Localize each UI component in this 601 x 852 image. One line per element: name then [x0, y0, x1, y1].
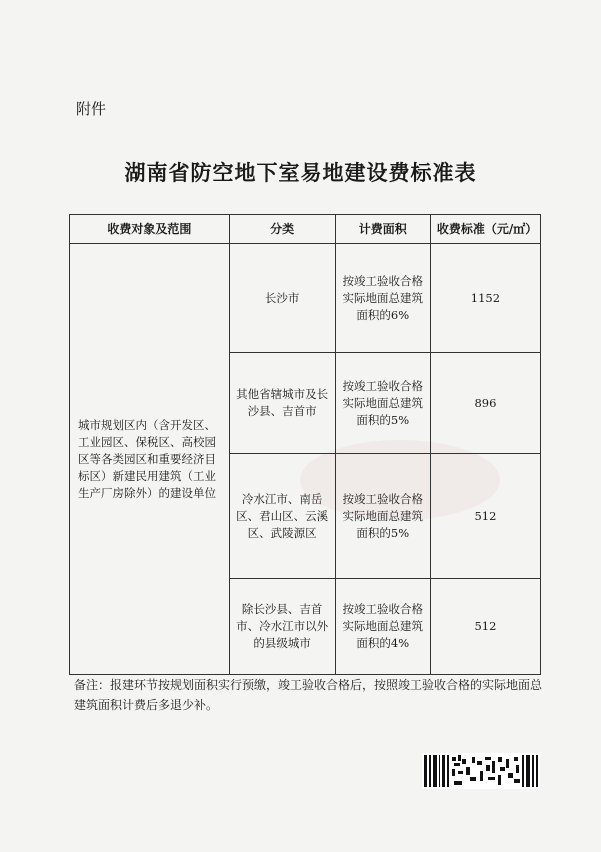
area-cell: 按竣工验收合格实际地面总建筑面积的6%: [335, 244, 430, 353]
page-title: 湖南省防空地下室易地建设费标准表: [124, 160, 477, 185]
header-scope: 收费对象及范围: [70, 215, 230, 244]
area-cell: 按竣工验收合格实际地面总建筑面积的5%: [335, 454, 430, 579]
area-cell: 按竣工验收合格实际地面总建筑面积的4%: [335, 579, 430, 675]
fee-standard-table: [69, 214, 541, 675]
header-category: 分类: [229, 215, 335, 244]
category-cell: 除长沙县、吉首市、冷水江市以外的县级城市: [229, 579, 335, 675]
remark-note: 备注：报建环节按规划面积实行预缴，竣工验收合格后，按照竣工验收合格的实际地面总建筑面积计费后多退少补。: [74, 678, 543, 712]
category-cell: 冷水江市、南岳区、君山区、云溪区、武陵源区: [229, 454, 335, 579]
barcode-icon: [422, 753, 540, 789]
category-cell: 长沙市: [229, 244, 335, 353]
category-cell: 其他省辖城市及长沙县、吉首市: [229, 353, 335, 454]
area-cell: 按竣工验收合格实际地面总建筑面积的5%: [335, 353, 430, 454]
header-fee: 收费标准（元/㎡）: [430, 215, 540, 244]
table-row: [70, 244, 541, 353]
header-area: 计费面积: [335, 215, 430, 244]
attachment-label: 附件: [76, 100, 107, 118]
fee-cell: 1152: [430, 244, 540, 353]
fee-cell: 896: [430, 353, 540, 454]
fee-cell: 512: [430, 454, 540, 579]
scope-cell: 城市规划区内（含开发区、工业园区、保税区、高校园区等各类园区和重要经济目标区）新建民用建筑（工业生产厂房除外）的建设单位: [70, 244, 230, 675]
table-header-row: [70, 215, 541, 244]
fee-cell: 512: [430, 579, 540, 675]
